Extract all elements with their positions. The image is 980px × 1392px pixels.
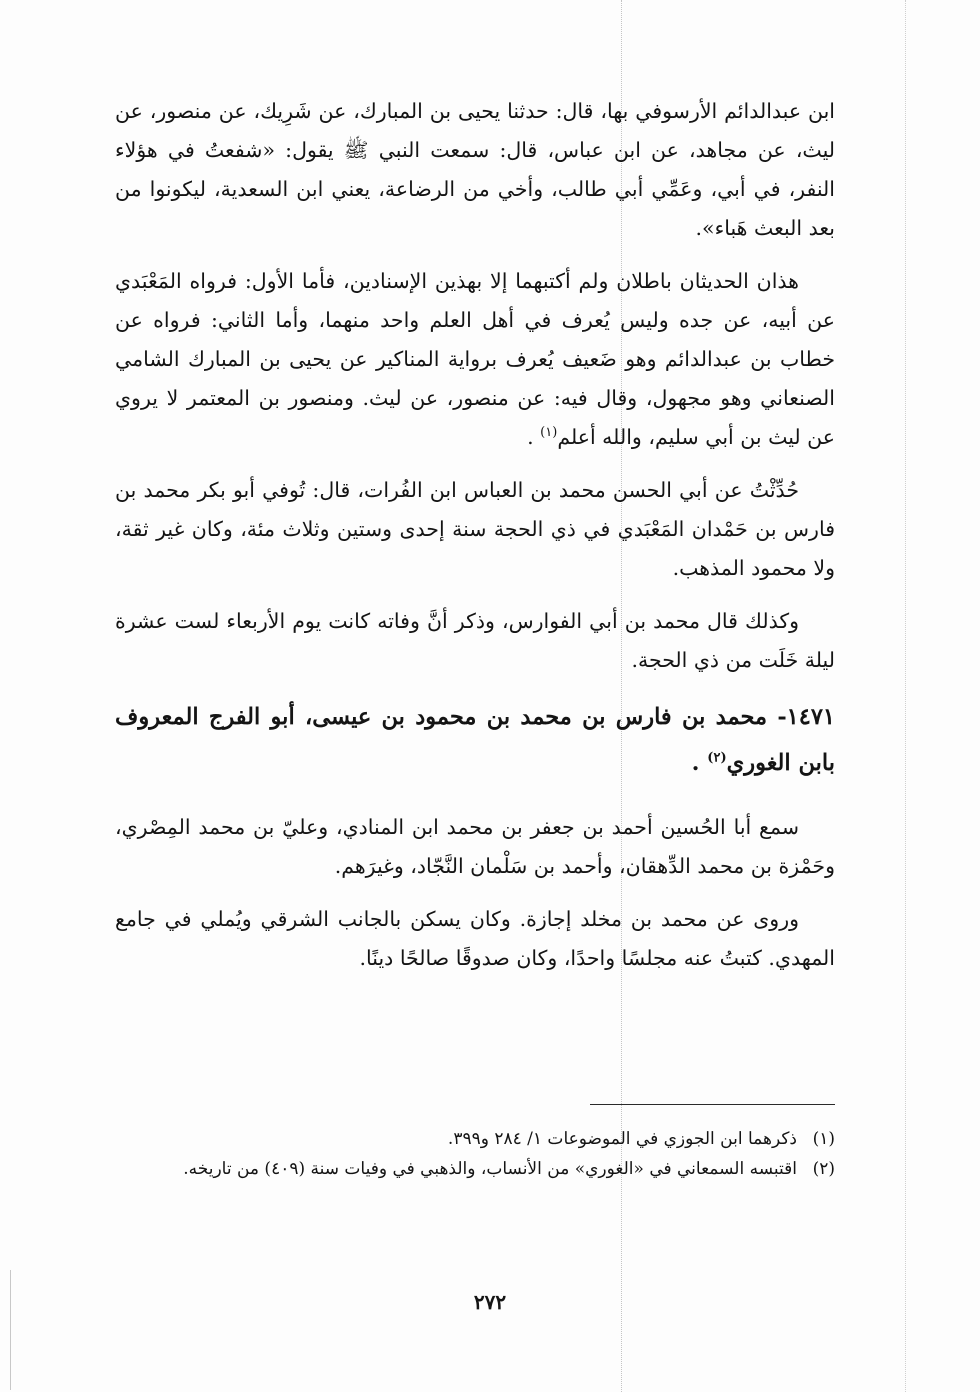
- paragraph: وروى عن محمد بن مخلد إجازة. وكان يسكن بالجانب الشرقي ويُملي في جامع المهدي. كتبتُ عنه مجلسًا واحدًا، وكان صدوقًا صالحًا دينًا.: [115, 907, 835, 970]
- paragraph: ابن عبدالدائم الأرسوفي بها، قال: حدثنا يحيى بن المبارك، عن شَرِيك، عن منصور، عن ليث، عن مجاهد، عن ابن عباس، قال: سمعت النبي ﷺ يقول: «شفعتُ في هؤلاء النفر، في أبي، وعَمِّي أبي طالب، وأخي من الرضاعة، يعني ابن السعدية، ليكونوا من بعد البعث هَباء».: [115, 99, 835, 240]
- footnote-text: اقتبسه السمعاني في «الغوري» من الأنساب، والذهبي في وفيات سنة (٤٠٩) من تاريخه.: [183, 1159, 797, 1179]
- scan-artifact-line: [905, 0, 906, 1392]
- footnotes: [115, 1124, 835, 1184]
- footnote-number: (١): [812, 1129, 835, 1149]
- entry-heading: [115, 694, 835, 786]
- scan-artifact-line: [10, 1270, 11, 1390]
- footnote-text: ذكرهما ابن الجوزي في الموضوعات ١/ ٢٨٤ و٣٩٩.: [447, 1129, 797, 1149]
- footnote-number: (٢): [812, 1159, 835, 1179]
- entry-heading-text: ١٤٧١- محمد بن فارس بن محمد بن محمود بن عيسى، أبو الفرج المعروف بابن الغوري: [115, 704, 835, 776]
- paragraph-text: هذان الحديثان باطلان ولم أكتبهما إلا بهذين الإسنادين، فأما الأول: فرواه المَعْبَدي عن أبيه، عن جده وليس يُعرف في أهل العلم واحد منهما، وأما الثاني: فرواه عن خطاب بن عبدالدائم وهو ضَعيف يُعرف برواية المناكير عن يحيى بن المبارك الشامي الصنعاني وهو مجهول، وقال فيه: عن منصور، عن ليث. ومنصور بن المعتمر لا يروي عن ليث بن أبي سليم، والله أعلم: [115, 269, 835, 449]
- paragraph: وكذلك قال محمد بن أبي الفوارس، وذكر أنَّ وفاته كانت يوم الأربعاء لست عشرة ليلة خَلَت من ذي الحجة.: [115, 609, 835, 672]
- paragraph: حُدِّثْتُ عن أبي الحسن محمد بن العباس ابن الفُرات، قال: تُوفي أبو بكر محمد بن فارس بن حَمْدان المَعْبَدي في ذي الحجة سنة إحدى وستين وثلاث مئة، وكان غير ثقة، ولا محمود المذهب.: [115, 478, 835, 580]
- footnote-separator: [590, 1104, 835, 1105]
- footnote: [115, 1124, 835, 1154]
- footnote-marker: (٢): [707, 750, 727, 766]
- footnote-marker: (١): [540, 425, 558, 441]
- paragraph: سمع أبا الحُسين أحمد بن جعفر بن محمد ابن المنادي، وعليّ بن محمد المِصْري، وحَمْزة بن محمد الدِّهقان، وأحمد بن سَلْمان النَّجّاد، وغيرَهم.: [115, 815, 835, 878]
- footnote: [115, 1154, 835, 1184]
- paragraph: [115, 262, 835, 457]
- page-number: ٢٧٢: [473, 1290, 507, 1314]
- entry-heading-end: .: [691, 750, 708, 776]
- paragraph-end: .: [527, 425, 541, 449]
- main-text: [115, 92, 835, 992]
